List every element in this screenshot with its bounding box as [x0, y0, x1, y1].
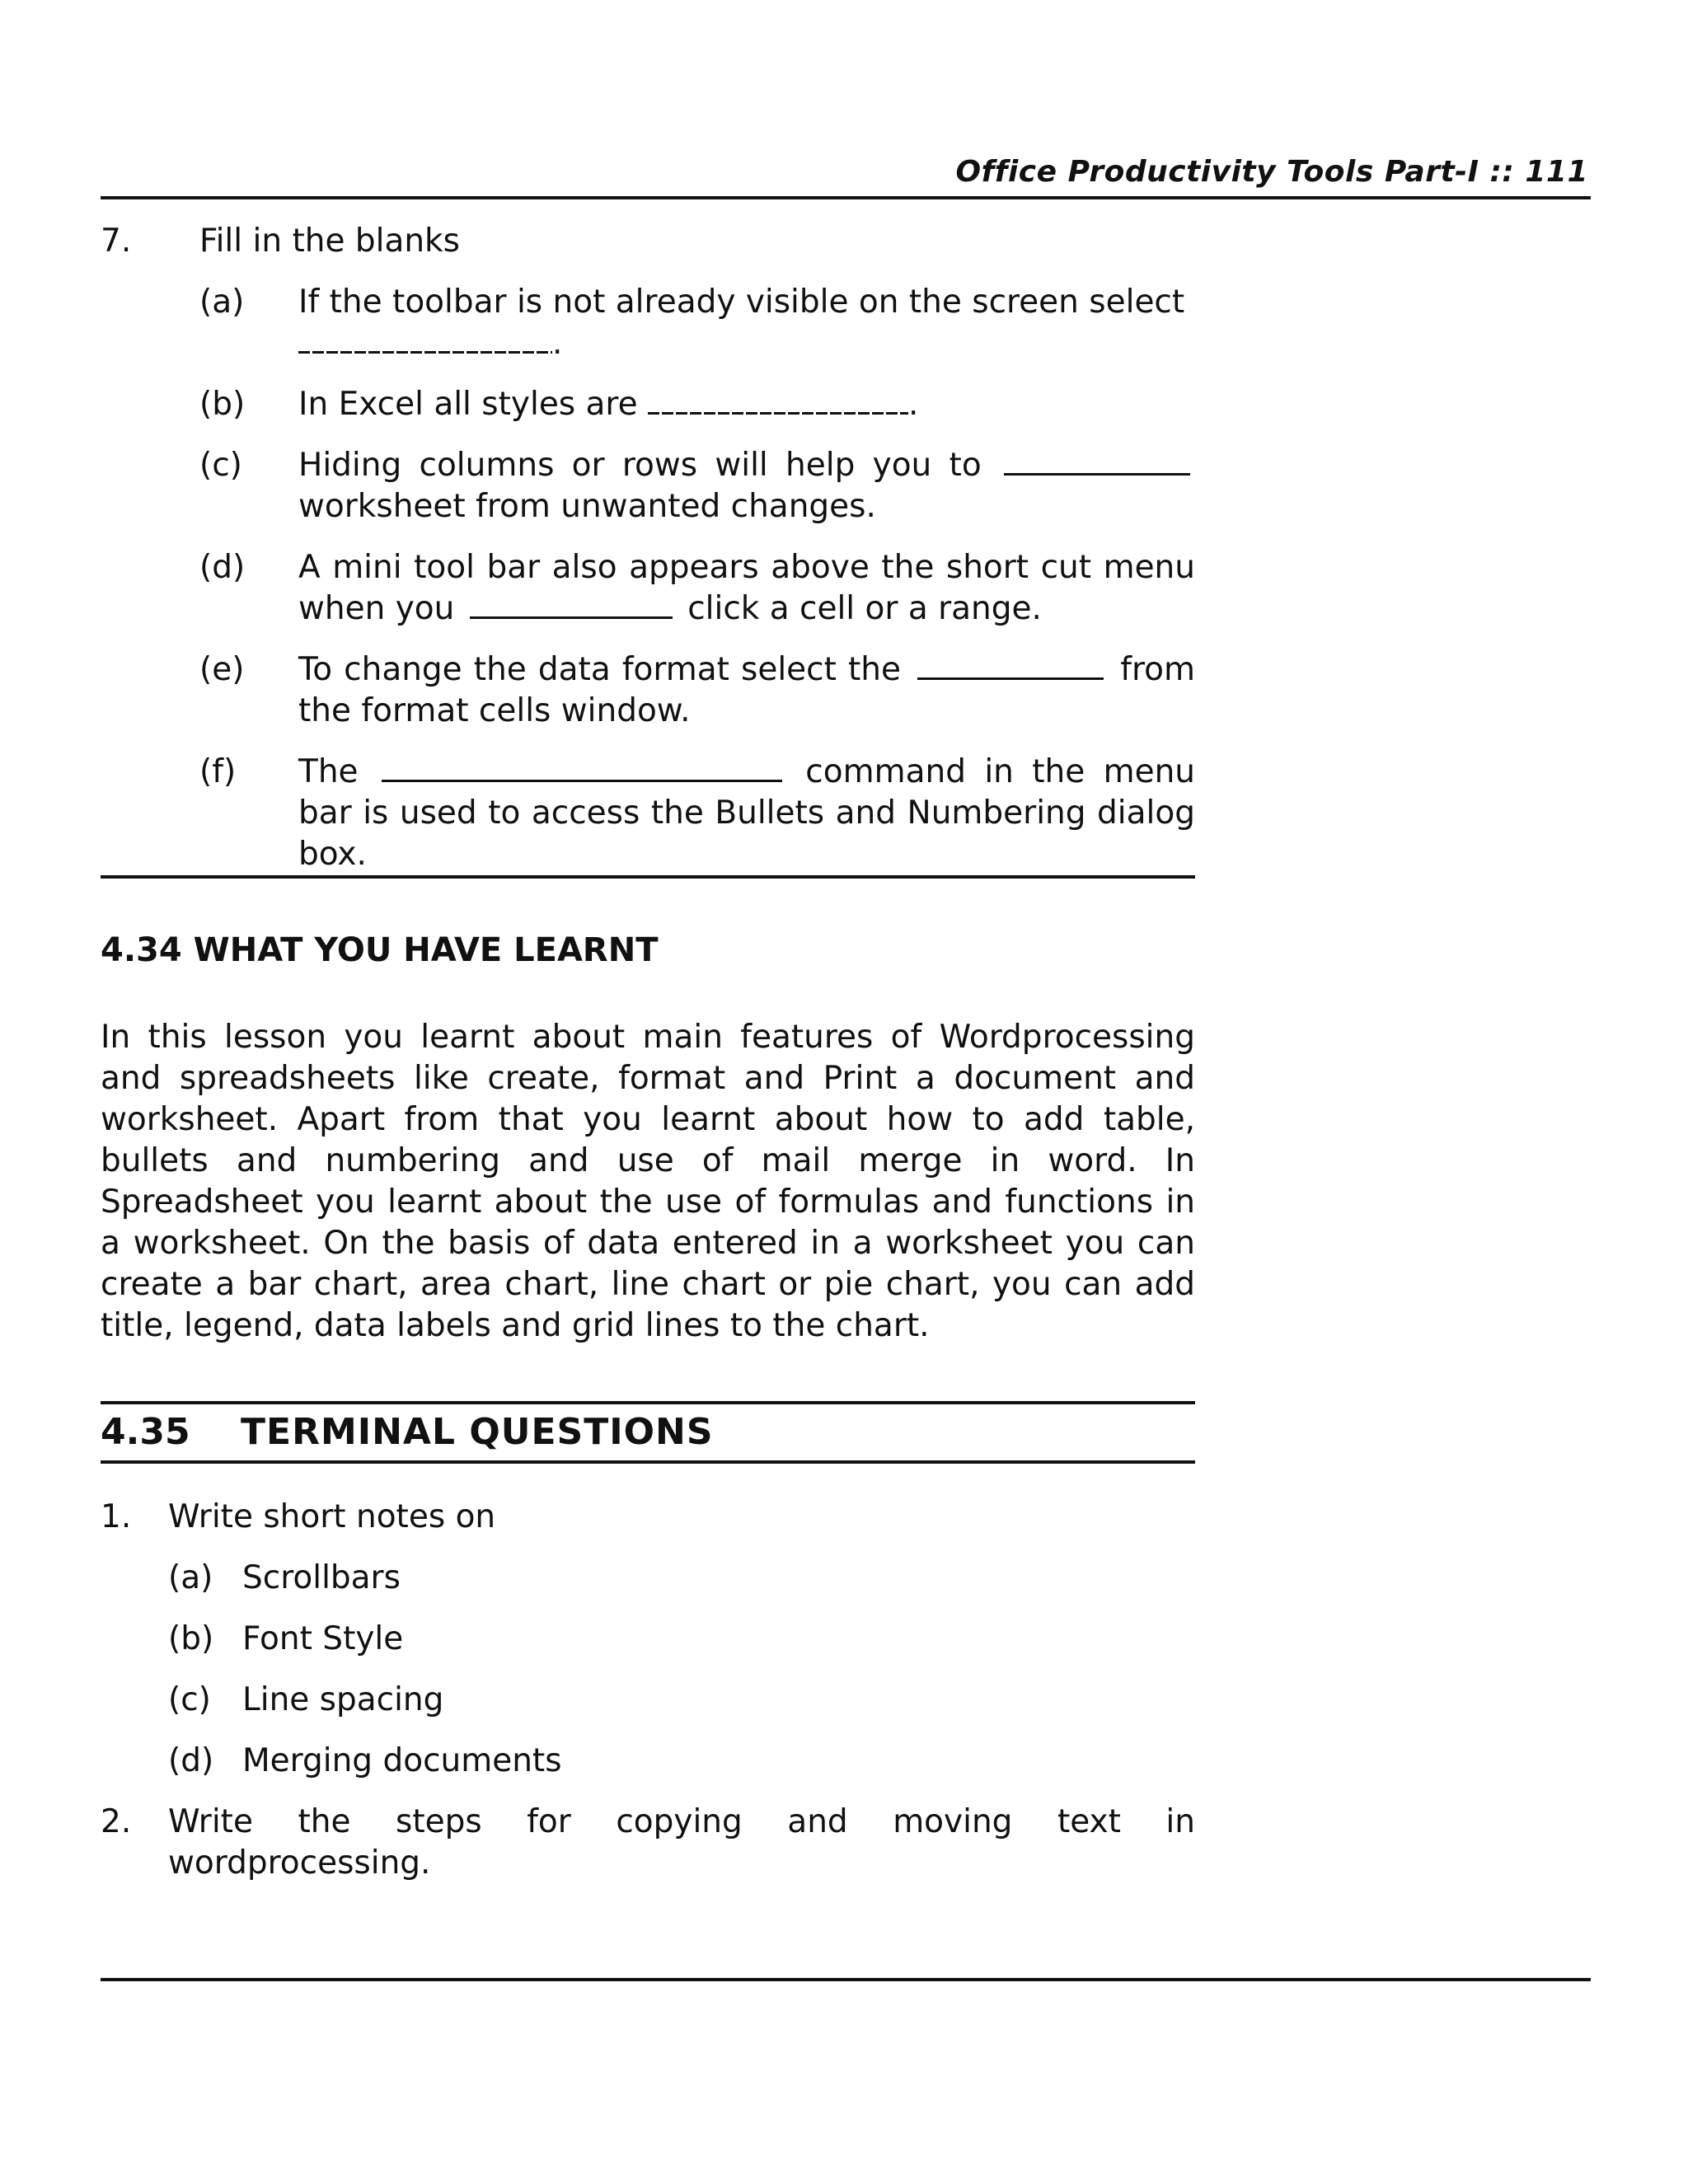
item-e-text — [298, 649, 1195, 732]
tq-2-text — [168, 1802, 1195, 1884]
item-e-label: (e) — [199, 651, 245, 688]
section-435-bottom-rule — [101, 1460, 1195, 1464]
item-f-blank — [382, 753, 782, 782]
tq-1-sub-b-text: Font Style — [242, 1620, 404, 1657]
item-b-text — [298, 384, 1195, 425]
item-f-after: command in the menu bar is used to access the Bullets and Numbering dialog box. — [298, 753, 1196, 873]
tq-1-sub-b-label: (b) — [168, 1620, 214, 1657]
tq-2-line-1: Write the steps for copying and moving text in — [168, 1803, 1195, 1840]
item-b-label: (b) — [199, 386, 246, 423]
section-434-paragraph: In this lesson you learnt about main features of Wordprocessing and spreadsheets like create, format and Print a document and worksheet. Apart from that you learnt about how to add table, bullets and numbering and use of mail merge in word. In Spreadsheet you learnt about the use of formulas and functions in a worksheet. On the basis of data entered in a worksheet you can create a bar chart, area chart, line chart or pie chart, you can add title, legend, data labels and grid lines to the chart. — [101, 1019, 1195, 1344]
item-c-before: Hiding columns or rows will help you to — [298, 447, 982, 484]
section-435-top-rule — [101, 1401, 1195, 1404]
tq-1-number: 1. — [101, 1498, 132, 1535]
question-7-end-rule — [101, 875, 1195, 879]
tq-1-sub-a-label: (a) — [168, 1559, 213, 1596]
item-a-label: (a) — [199, 284, 245, 321]
item-d-text — [298, 547, 1195, 630]
section-434-heading: 4.34 WHAT YOU HAVE LEARNT — [101, 931, 659, 969]
item-c-blank — [1004, 447, 1190, 476]
item-f-before: The — [298, 753, 359, 790]
item-e-blank — [917, 651, 1104, 680]
item-c-text — [298, 445, 1195, 527]
tq-2-line-2: wordprocessing. — [168, 1844, 431, 1882]
tq-2-number: 2. — [101, 1803, 132, 1840]
tq-1-sub-d-text: Merging documents — [242, 1742, 562, 1779]
item-d-blank — [470, 590, 673, 619]
tq-1-text: Write short notes on — [168, 1498, 496, 1535]
item-a-blank — [298, 326, 552, 354]
item-c-label: (c) — [199, 447, 242, 484]
item-f-label: (f) — [199, 753, 237, 790]
footer-rule — [101, 1978, 1591, 1981]
question-7-number: 7. — [101, 223, 132, 260]
item-f-text — [298, 752, 1195, 875]
tq-1-sub-a-text: Scrollbars — [242, 1559, 401, 1596]
section-435-number: 4.35 — [101, 1411, 190, 1453]
item-d-after: click a cell or a range. — [687, 590, 1042, 627]
item-a-after: . — [552, 325, 563, 362]
tq-1-sub-c-label: (c) — [168, 1681, 211, 1718]
tq-1-sub-c-text: Line spacing — [242, 1681, 444, 1718]
item-e-before: To change the data format select the — [298, 651, 902, 688]
item-b-after: . — [908, 386, 919, 423]
item-b-blank — [648, 387, 908, 415]
question-7-title: Fill in the blanks — [199, 223, 460, 260]
section-435-title: TERMINAL QUESTIONS — [241, 1411, 714, 1453]
tq-1-sub-d-label: (d) — [168, 1742, 214, 1779]
item-d-label: (d) — [199, 549, 246, 586]
item-b-before: In Excel all styles are — [298, 386, 638, 423]
running-header: Office Productivity Tools Part-I :: 111 — [955, 155, 1588, 189]
header-rule — [101, 196, 1591, 199]
item-d-before: A mini tool bar also appears above the short cut menu when you — [298, 549, 1195, 627]
item-a-text — [298, 282, 1195, 364]
item-c-after: worksheet from unwanted changes. — [298, 488, 876, 525]
item-a-before: If the toolbar is not already visible on the screen select — [298, 284, 1185, 321]
item-e-after: from the format cells window. — [298, 651, 1195, 729]
